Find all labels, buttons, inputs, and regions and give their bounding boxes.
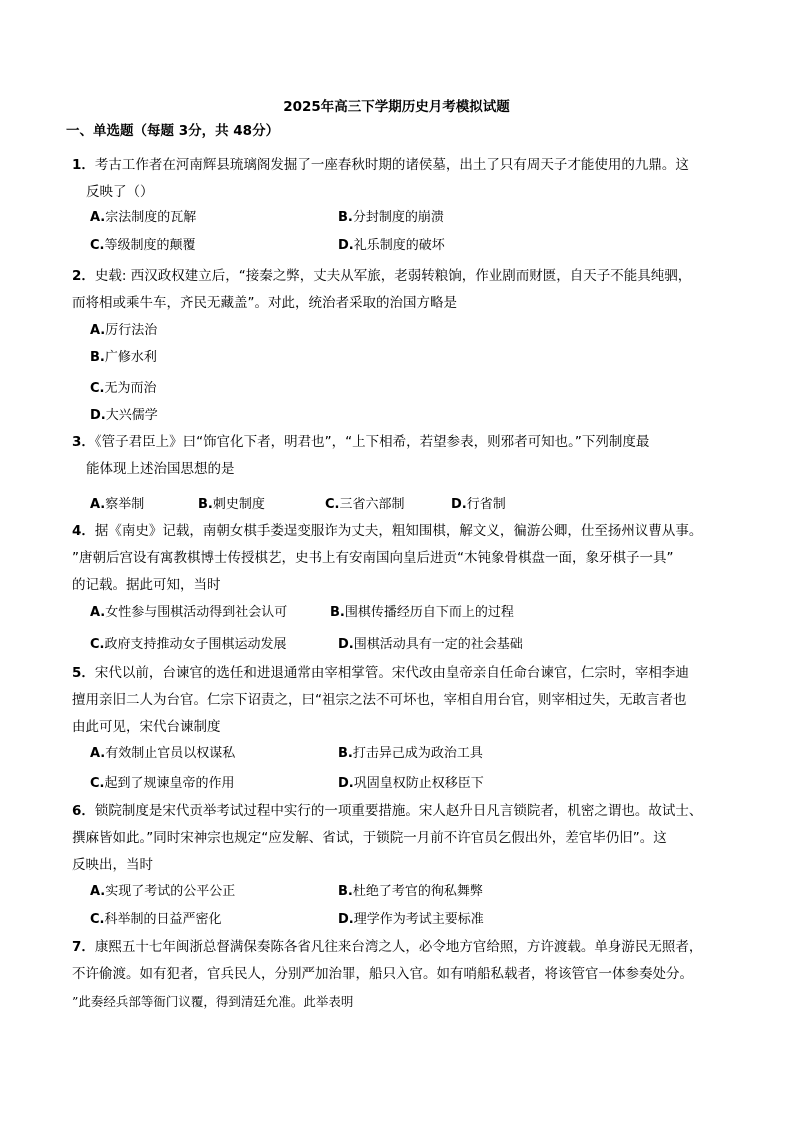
- option-a[interactable]: A.女性参与围棋活动得到社会认可: [90, 605, 288, 620]
- page-title: 2025年高三下学期历史月考模拟试题: [283, 99, 510, 115]
- question-5: [72, 660, 732, 741]
- question-1: [72, 152, 732, 206]
- option-c[interactable]: C.起到了规谏皇帝的作用: [90, 776, 235, 791]
- question-text-line: 能体现上述治国思想的是: [86, 461, 235, 477]
- question-text-line: 反映出，当时: [72, 857, 153, 873]
- option-b[interactable]: B.杜绝了考官的徇私舞弊: [338, 884, 483, 899]
- question-text-line: 史载: 西汉政权建立后，“接秦之弊，丈夫从军旅，老弱转粮饷，作业剧而财匮，自天子不能具纯驷，: [94, 268, 692, 284]
- option-c[interactable]: C.政府支持推动女子围棋运动发展: [90, 637, 287, 652]
- question-text-line: 锁院制度是宋代贡举考试过程中实行的一项重要措施。宋人赵升日凡言锁院者，机密之谓也。故试士、: [94, 803, 703, 819]
- options-row: [90, 602, 710, 624]
- option-a[interactable]: A.宗法制度的瓦解: [90, 210, 197, 225]
- options-row: [90, 235, 710, 257]
- option-a[interactable]: A.有效制止官员以权谋私: [90, 746, 236, 761]
- options-row: [90, 405, 710, 427]
- option-b[interactable]: B.刺史制度: [198, 497, 265, 512]
- option-a[interactable]: A.察举制: [90, 497, 145, 512]
- question-text-line: 宋代以前，台谏官的选任和进退通常由宰相掌管。宋代改由皇帝亲自任命台谏官，仁宗时，宰相李迪: [94, 665, 689, 681]
- option-c[interactable]: C.无为而治: [90, 381, 157, 396]
- question-text-line: 据《南史》记载，南朝女棋手娄逞变服诈为丈夫，粗知围棋，解文义，徧游公卿，仕至扬州议曹从事。: [94, 523, 703, 539]
- question-text-line: 而将相或乘牛车，齐民无藏盖”。对此，统治者采取的治国方略是: [72, 295, 457, 311]
- question-number: 4．: [72, 523, 95, 539]
- option-b[interactable]: B.打击异己成为政治工具: [338, 746, 483, 761]
- question-number: 1．: [72, 157, 95, 173]
- question-3: [72, 429, 732, 483]
- option-d[interactable]: D.礼乐制度的破坏: [338, 238, 445, 253]
- option-c[interactable]: C.科举制的日益严密化: [90, 912, 222, 927]
- section-title: 一、单选题（每题 3分，共 48分）: [66, 123, 280, 139]
- question-text-line: 《管子君臣上》曰“饰官化下者，明君也”，“上下相希，若望参表，则邪者可知也。”下列制度最: [94, 434, 650, 450]
- question-text-line: 考古工作者在河南辉县琉璃阁发掘了一座春秋时期的诸侯墓，出土了只有周天子才能使用的九鼎。这: [94, 157, 689, 173]
- question-text-line: 不许偷渡。如有犯者，官兵民人，分别严加治罪，船只入官。如有哨船私载者，将该管官一体参奏处分。: [72, 966, 693, 982]
- option-b[interactable]: B.广修水利: [90, 350, 157, 365]
- option-c[interactable]: C.等级制度的颠覆: [90, 238, 196, 253]
- options-row: [90, 773, 710, 795]
- options-row: [90, 634, 710, 656]
- question-text-line: 的记载。据此可知，当时: [72, 577, 221, 593]
- question-text-line: ”唐朝后宫设有寓教棋博士传授棋艺，史书上有安南国向皇后进贡“木钝象骨棋盘一面，象牙棋子一具”: [72, 550, 674, 566]
- option-c[interactable]: C.三省六部制: [325, 497, 405, 512]
- options-row: [90, 378, 710, 400]
- question-number: 5．: [72, 665, 95, 681]
- question-text-line: ”此奏经兵部等衙门议覆，得到清廷允准。此举表明: [72, 994, 354, 1009]
- option-d[interactable]: D.巩固皇权防止权移臣下: [338, 776, 484, 791]
- question-text-line: 康熙五十七年闽浙总督满保奏陈各省凡往来台湾之人，必令地方官给照，方许渡载。单身游民无照者，: [94, 939, 703, 955]
- options-row: [90, 909, 710, 931]
- question-4: [72, 518, 732, 599]
- option-a[interactable]: A.厉行法治: [90, 323, 158, 338]
- options-row: [90, 881, 710, 903]
- option-d[interactable]: D.行省制: [451, 497, 506, 512]
- options-row: [90, 347, 710, 369]
- option-d[interactable]: D.大兴儒学: [90, 408, 158, 423]
- options-row: [90, 494, 710, 516]
- option-b[interactable]: B.围棋传播经历自下而上的过程: [330, 605, 514, 620]
- option-d[interactable]: D.理学作为考试主要标准: [338, 912, 484, 927]
- options-row: [90, 320, 710, 342]
- question-7: [72, 934, 732, 1015]
- question-number: 7．: [72, 939, 95, 955]
- option-a[interactable]: A.实现了考试的公平公正: [90, 884, 236, 899]
- question-number: 6．: [72, 803, 95, 819]
- question-text-line: 撰麻皆如此。”同时宋神宗也规定“应发解、省试，于锁院一月前不许官员乞假出外，差官毕仍旧”。这: [72, 830, 667, 846]
- question-text-line: 擅用亲旧二人为台官。仁宗下诏责之，曰“祖宗之法不可坏也，宰相自用台官，则宰相过失，无敢言者也: [72, 692, 687, 708]
- question-text-line: 反映了（）: [86, 184, 154, 200]
- question-2: [72, 263, 732, 317]
- option-d[interactable]: D.围棋活动具有一定的社会基础: [338, 637, 523, 652]
- question-number: 3．: [72, 434, 95, 450]
- question-number: 2．: [72, 268, 95, 284]
- options-row: [90, 207, 710, 229]
- options-row: [90, 743, 710, 765]
- question-6: [72, 798, 732, 879]
- question-text-line: 由此可见，宋代台谏制度: [72, 719, 221, 735]
- option-b[interactable]: B.分封制度的崩溃: [338, 210, 444, 225]
